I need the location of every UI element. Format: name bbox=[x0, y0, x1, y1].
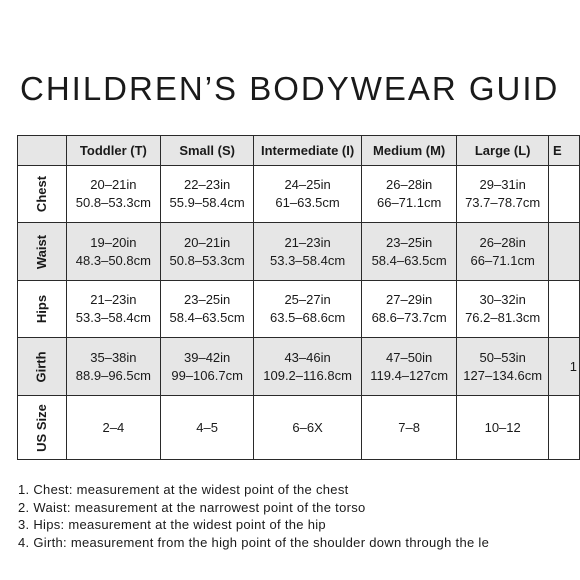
column-header: Medium (M) bbox=[362, 136, 457, 166]
measurement-notes bbox=[18, 481, 489, 551]
table-cell: 2–4 bbox=[66, 396, 160, 460]
table-row bbox=[18, 281, 580, 338]
row-header: Chest bbox=[18, 166, 67, 223]
column-header: E bbox=[549, 136, 580, 166]
table-cell: 21–23in 53.3–58.4cm bbox=[66, 281, 160, 338]
table-row bbox=[18, 223, 580, 281]
table-cell: 39–42in 99–106.7cm bbox=[161, 338, 254, 396]
row-header: Waist bbox=[18, 223, 67, 281]
table-cell: 23–25in 58.4–63.5cm bbox=[161, 281, 254, 338]
table-cell bbox=[549, 223, 580, 281]
table-cell: 7–8 bbox=[362, 396, 457, 460]
table-cell: 26–28in 66–71.1cm bbox=[457, 223, 549, 281]
page-title: CHILDREN’S BODYWEAR GUID bbox=[20, 70, 560, 107]
table-cell: 6–6X bbox=[254, 396, 362, 460]
table-cell bbox=[549, 396, 580, 460]
table-cell: 25–27in 63.5–68.6cm bbox=[254, 281, 362, 338]
table-row bbox=[18, 396, 580, 460]
table-cell: 20–21in 50.8–53.3cm bbox=[161, 223, 254, 281]
note-hips: 3. Hips: measurement at the widest point of the hip bbox=[18, 517, 326, 532]
table-cell bbox=[549, 166, 580, 223]
table-cell: 47–50in 119.4–127cm bbox=[362, 338, 457, 396]
column-header: Toddler (T) bbox=[66, 136, 160, 166]
table-cell: 50–53in 127–134.6cm bbox=[457, 338, 549, 396]
table-cell: 30–32in 76.2–81.3cm bbox=[457, 281, 549, 338]
row-header: Girth bbox=[18, 338, 67, 396]
column-header: Large (L) bbox=[457, 136, 549, 166]
table-cell: 24–25in 61–63.5cm bbox=[254, 166, 362, 223]
table-corner-cell bbox=[18, 136, 67, 166]
table-cell: 22–23in 55.9–58.4cm bbox=[161, 166, 254, 223]
table-cell: 20–21in 50.8–53.3cm bbox=[66, 166, 160, 223]
note-waist: 2. Waist: measurement at the narrowest point of the torso bbox=[18, 499, 366, 515]
table-cell: 1 bbox=[549, 338, 580, 396]
table-cell: 26–28in 66–71.1cm bbox=[362, 166, 457, 223]
table-cell bbox=[549, 281, 580, 338]
size-table bbox=[17, 135, 580, 460]
table-cell: 43–46in 109.2–116.8cm bbox=[254, 338, 362, 396]
row-header: US Size bbox=[18, 396, 67, 460]
column-header: Intermediate (I) bbox=[254, 136, 362, 166]
table-cell: 4–5 bbox=[161, 396, 254, 460]
table-cell: 19–20in 48.3–50.8cm bbox=[66, 223, 160, 281]
table-cell: 35–38in 88.9–96.5cm bbox=[66, 338, 160, 396]
table-row bbox=[18, 338, 580, 396]
note-chest: 1. Chest: measurement at the widest point of the chest bbox=[18, 482, 349, 497]
row-header: Hips bbox=[18, 281, 67, 338]
table-cell: 29–31in 73.7–78.7cm bbox=[457, 166, 549, 223]
table-cell: 21–23in 53.3–58.4cm bbox=[254, 223, 362, 281]
note-girth: 4. Girth: measurement from the high point of the shoulder down through the le bbox=[18, 534, 490, 550]
table-header-row bbox=[18, 136, 580, 166]
table-cell: 23–25in 58.4–63.5cm bbox=[362, 223, 457, 281]
column-header: Small (S) bbox=[161, 136, 254, 166]
table-cell: 10–12 bbox=[457, 396, 549, 460]
table-cell: 27–29in 68.6–73.7cm bbox=[362, 281, 457, 338]
table-row bbox=[18, 166, 580, 223]
